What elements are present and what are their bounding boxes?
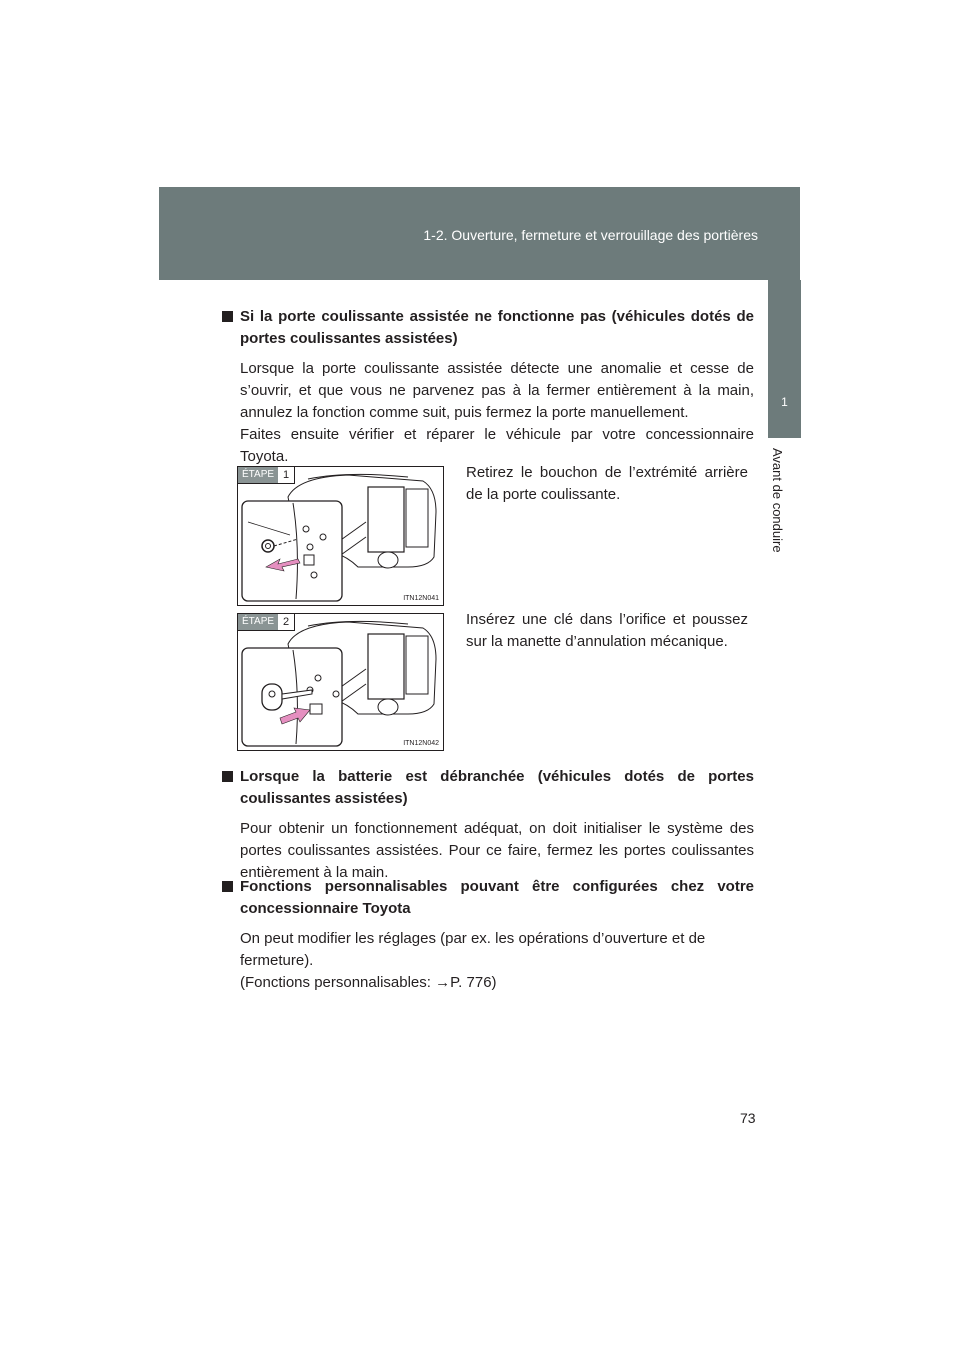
chapter-label-wrap <box>770 448 792 568</box>
chapter-tab <box>768 280 801 438</box>
section-heading <box>222 766 754 810</box>
chapter-label: Avant de conduire <box>770 448 785 553</box>
square-bullet-icon <box>222 771 233 782</box>
step-2-figure <box>237 613 444 751</box>
van-key-lever-illustration <box>238 614 443 750</box>
chapter-number: 1 <box>781 395 788 409</box>
step-badge <box>238 614 295 631</box>
step-number: 1 <box>278 467 294 483</box>
heading-text: Lorsque la batterie est débranchée (véhicules dotés de portes coulissantes assistées) <box>240 768 754 807</box>
step-number: 2 <box>278 614 294 630</box>
section-title: 1-2. Ouverture, fermeture et verrouillage des portières <box>423 227 758 243</box>
step-1-text: Retirez le bouchon de l’extrémité arrière de la porte coulissante. <box>466 464 748 503</box>
step-label: ÉTAPE <box>238 467 278 483</box>
paragraph: On peut modifier les réglages (par ex. les opérations d’ouverture et de fermeture). <box>240 930 706 969</box>
square-bullet-icon <box>222 311 233 322</box>
section-body <box>222 358 754 468</box>
figure-code: ITN12N041 <box>403 595 439 602</box>
section-power-door-failure <box>222 306 754 468</box>
paragraph: Pour obtenir un fonctionnement adéquat, on doit initialiser le système des portes coulissantes assistées. Pour ce faire, fermez les portes coulissantes entièrement à la main. <box>240 820 754 881</box>
section-heading <box>222 876 754 920</box>
heading-text: Si la porte coulissante assistée ne fonctionne pas (véhicules dotés de portes coulissantes assistées) <box>240 308 754 347</box>
figure-code: ITN12N042 <box>403 740 439 747</box>
section-body <box>222 928 754 994</box>
paragraph: Faites ensuite vérifier et réparer le véhicule par votre concessionnaire Toyota. <box>240 426 754 465</box>
section-battery-disconnected <box>222 766 754 884</box>
step-2-text: Insérez une clé dans l’orifice et poussez sur la manette d’annulation mécanique. <box>466 611 748 650</box>
step-label: ÉTAPE <box>238 614 278 630</box>
section-customizable-functions <box>222 876 754 994</box>
van-rear-cap-illustration <box>238 467 443 605</box>
step-badge <box>238 467 295 484</box>
header-band <box>159 187 800 280</box>
heading-text: Fonctions personnalisables pouvant être configurées chez votre concessionnaire Toyota <box>240 878 754 917</box>
paragraph: (Fonctions personnalisables: →P. 776) <box>240 974 497 991</box>
paragraph: Lorsque la porte coulissante assistée détecte une anomalie et cesse de s’ouvrir, et que vous ne parvenez pas à la fermer entièrement à la main, annulez la fonction comme suit, puis fermez la porte manuellement. <box>240 360 754 421</box>
step-1-figure <box>237 466 444 606</box>
section-heading <box>222 306 754 350</box>
section-body <box>222 818 754 884</box>
page-number: 73 <box>740 1110 756 1126</box>
square-bullet-icon <box>222 881 233 892</box>
